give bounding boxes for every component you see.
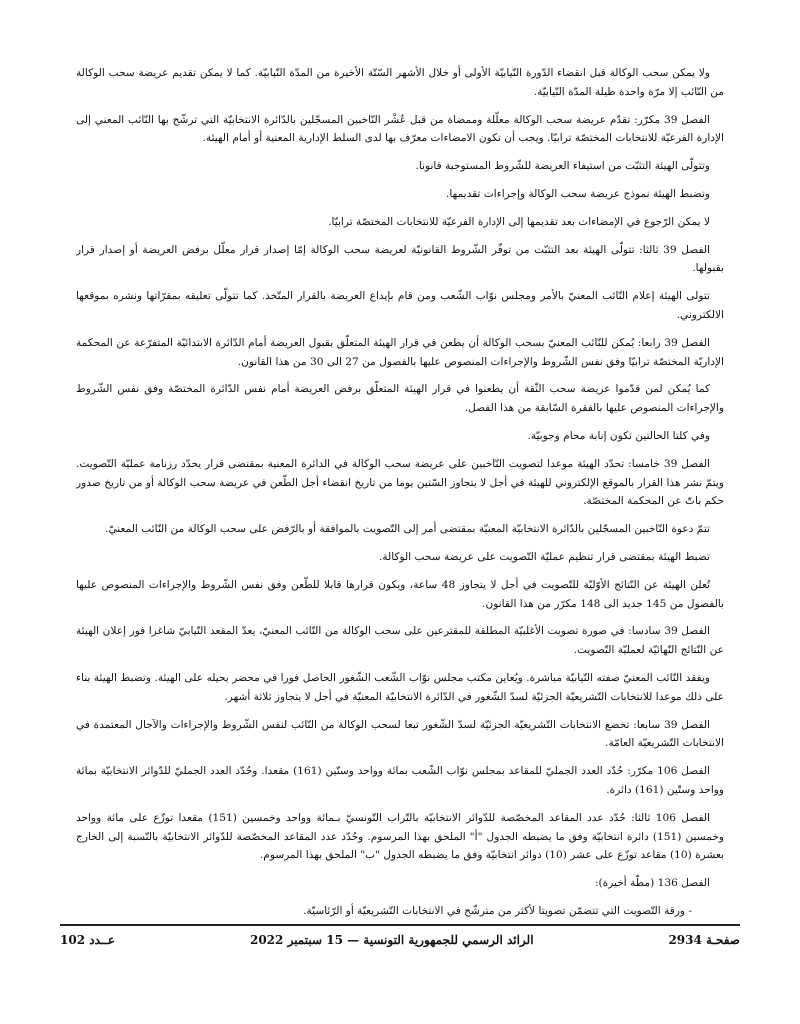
paragraph-20: الفصل 136 (مطّة أخيرة): <box>594 877 710 890</box>
paragraph-12: تتمّ دعوة النّاخبين المسجّلين بالدّائرة الانتخابيّة المعنيّة بمقتضى أمر إلى التّصويت بالموافقة أو بالرّفض على سحب الوكالة من النّائب المعنيّ. <box>105 523 710 536</box>
paragraph-6: الفصل 39 ثالثا: تتولّى الهيئة بعد التثبّت من توفّر الشّروط القانونيّة لعريضة سحب الوكالة إمّا إصدار قرار معلّل برفض العريضة أو إصدار قرار بقبولها. <box>76 243 724 275</box>
paragraph-10: وفي كلتا الحالتين تكون إنابة محام وجوبيّة. <box>527 429 710 442</box>
paragraph-4: وتضبط الهيئة نموذج عريضة سحب الوكالة وإجراءات تقديمها. <box>446 187 710 200</box>
paragraph-5: لا يمكن الرّجوع في الإمضاءات بعد تقديمها إلى الإدارة الفرعيّة للانتخابات المختصّة ترابيّا. <box>328 215 710 228</box>
paragraph-1: ولا يمكن سحب الوكالة قبل انقضاء الدّورة النّيابيّة الأولى أو خلال الأشهر السّتّة الأخيرة من المدّة النّيابيّة. كما لا يمكن تقديم عريضة سحب الوكالة من النّائب إلا مرّة واحدة طيلة المدّة النّيابيّة. <box>76 67 724 98</box>
paragraph-3: وتتولّى الهيئة التثبّت من استيفاء العريضة للشّروط المستوجبة قانونا. <box>415 160 710 173</box>
paragraph-11: الفصل 39 خامسا: تحدّد الهيئة موعدا لتصويت النّاخبين على عريضة سحب الوكالة في الدائرة المعنية بمقتضى قرار يحدّد رزنامة عمليّة التّصويت. ويتمّ نشر هذا القرار بالموقع الإلكتروني للهيئة في أجل لا يتجاوز السّتين يوما من تاريخ انقضاء أجل الطّعن في عريضة سحب الوكالة أو من تاريخ صدور حكم باتّ عن المحكمة المختصّة. <box>76 457 724 508</box>
paragraph-21-bullet: - ورقة التّصويت التي تتضمّن تصويتا لأكثر من مترشّح في الانتخابات التّشريعيّة أو الرّئاسيّة. <box>303 904 692 917</box>
paragraph-17: الفصل 39 سابعا: تخضع الانتخابات التّشريعيّة الجزئيّة لسدّ الشّغور تبعا لسحب الوكالة من النّائب لنفس الشّروط والإجراءات والآجال المعتمدة في الانتخابات التّشريعيّة العامّة. <box>76 718 724 750</box>
paragraph-16: ويفقد النّائب المعنيّ صفته النّيابيّة مباشرة. ويُعاين مكتب مجلس نوّاب الشّعب الشّغور الحاصل فورا في محضر يحيله على الهيئة. وتضبط الهيئة بناء على ذلك موعدا للانتخابات التّشريعيّة الجزئيّة لسدّ الشّغور في الدّائرة الانتخابيّة المعنيّة في أجل لا يتجاوز ثلاثة أشهر. <box>76 671 724 703</box>
paragraph-2: الفصل 39 مكرّر: تقدّم عريضة سحب الوكالة معلّلة وممضاة من قبل عُشْر النّاخبين المسجّلين بالدّائرة الانتخابيّة التي ترشّح بها النّائب المعني إلى الإدارة الفرعيّة للانتخابات المختصّة ترابيّا. ويجب أن تكون الامضاءات معرّف بها لدى السلط الإدارية المعنية أو أمام الهيئة. <box>76 113 724 145</box>
paragraph-14: تُعلن الهيئة عن النّتائج الأوّليّة للتّصويت في أجل لا يتجاوز 48 ساعة، ويكون قرارها قابلا للطّعن وفق نفس الشّروط والإجراءات المنصوص عليها بالفصول من 145 جديد الى 148 مكرّر من هذا القانون. <box>76 578 724 610</box>
paragraph-19: الفصل 106 ثالثا: حُدّد عدد المقاعد المخصّصة للدّوائر الانتخابيّة بالتّراب التّونسيّ بـمائة وواحد وخمسين (151) مقعدا توزّع على مائة وواحد وخمسين (151) دائرة انتخابيّة وفق ما يضبطه الجدول "أ" الملحق بهذا المرسوم. وحُدّد عدد المقاعد المخصّصة للدّوائر الانتخابيّة بالنّسبة إلى الخارج بعشرة (10) مقاعد توزّع على عشر (10) دوائر انتخابيّة وفق ما يضبطه الجدول "ب" الملحق بهذا المرسوم. <box>76 811 724 862</box>
paragraph-18: الفصل 106 مكرّر: حُدّد العدد الجمليّ للمقاعد بمجلس نوّاب الشّعب بمائة وواحد وستّين (161) مقعدا. وحُدّد العدد الجمليّ للدّوائر الانتخابيّة بمائة وواحد وستّين (161) دائرة. <box>76 765 724 796</box>
paragraph-15: الفصل 39 سادسا: في صورة تصويت الأغلبيّة المطلقة للمقترعين على سحب الوكالة من النّائب المعنيّ، يعدّ المقعد النّيابيّ شاغرا فور إعلان الهيئة عن النّتائج النّهائيّة لعمليّة التّصويت. <box>76 625 724 657</box>
footer-journal-title: الرائد الرسمي للجمهورية التونسية — 15 سبتمبر 2022 <box>249 933 534 947</box>
page-body <box>76 64 724 924</box>
paragraph-13: تضبط الهيئة بمقتضى قرار تنظيم عمليّة التّصويت على عريضة سحب الوكالة. <box>378 550 710 563</box>
paragraph-8: الفصل 39 رابعا: يُمكن للنّائب المعنيّ بسحب الوكالة أن يطعن في قرار الهيئة المتعلّق بقبول العريضة أمام الدّائرة الابتدائيّة المتفرّعة عن المحكمة الإداريّة المختصّة ترابيّا وفق نفس الشّروط والإجراءات المنصوص عليها بالفصول من 27 الى 30 من هذا القانون. <box>76 336 724 368</box>
footer-page-number: صفحـة 2934 <box>668 933 740 947</box>
footer-issue-number: عــدد 102 <box>60 933 116 947</box>
paragraph-7: تتولى الهيئة إعلام النّائب المعنيّ بالأمر ومجلس نوّاب الشّعب ومن قام بإيداع العريضة بالقرار المتّخذ. كما تتولّى تعليقه بمقرّاتها ونشره بموقعها الالكتروني. <box>76 290 724 321</box>
footer-divider <box>60 924 740 926</box>
page-footer <box>60 929 740 951</box>
paragraph-9: كما يُمكن لمن قدّموا عريضة سحب الثّقة أن يطعنوا في قرار الهيئة المتعلّق برفض العريضة أمام نفس الدّائرة المختصّة وفق نفس الشّروط والإجراءات المنصوص عليها بالفقرة السّابقة من هذا الفصل. <box>76 383 724 415</box>
